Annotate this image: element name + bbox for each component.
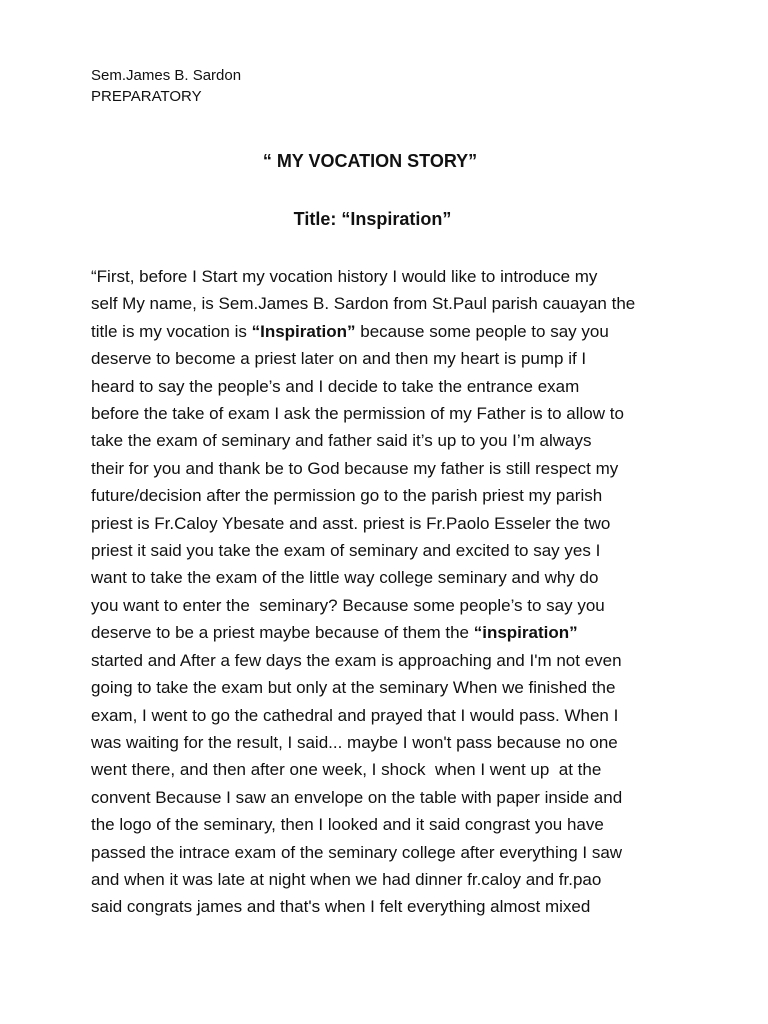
body-line: said congrats james and that's when I felt everything almost mixed [91,897,591,917]
emphasis-inspiration: “inspiration” [473,623,578,643]
body-line: exam, I went to go the cathedral and prayed that I would pass. When I [91,705,619,725]
emphasis-inspiration: “Inspiration” [251,321,356,341]
body-line: going to take the exam but only at the seminary When we finished the [91,678,616,698]
body-line: convent Because I saw an envelope on the table with paper inside and [91,787,623,807]
body-line: want to take the exam of the little way college seminary and why do [91,568,599,588]
body-line [91,318,691,345]
body-line: priest is Fr.Caloy Ybesate and asst. priest is Fr.Paolo Esseler the two [91,513,611,533]
body-line: was waiting for the result, I said... maybe I won't pass because no one [91,732,618,752]
body-line: priest it said you take the exam of seminary and excited to say yes I [91,541,601,561]
body-line: “First, before I Start my vocation history I would like to introduce my [91,267,598,286]
author-header [91,65,241,107]
body-line: passed the intrace exam of the seminary college after everything I saw [91,842,623,862]
body-line: take the exam of seminary and father said it’s up to you I’m always [91,431,592,451]
author-name: Sem.James B. Sardon [91,67,242,84]
body-line: you want to enter the seminary? Because some people’s to say you [91,595,605,615]
body-line: before the take of exam I ask the permission of my Father is to allow to [91,404,624,424]
body-line: went there, and then after one week, I shock when I went up at the [91,760,602,780]
body-text-segment: because some people to say you [355,321,609,341]
body-line: self My name, is Sem.James B. Sardon from St.Paul parish cauayan the [91,294,636,314]
body-line: future/decision after the permission go to the parish priest my parish [91,486,603,506]
body-paragraph [91,263,691,921]
body-line [91,619,691,646]
document-subtitle: Title: “Inspiration” [293,209,452,229]
body-line: and when it was late at night when we had dinner fr.caloy and fr.pao [91,869,602,889]
body-line: the logo of the seminary, then I looked and it said congrast you have [91,815,604,835]
body-text-segment: title is my vocation is [91,321,252,341]
body-line: deserve to become a priest later on and then my heart is pump if I [91,349,587,369]
body-text-segment: deserve to be a priest maybe because of them the [91,623,474,643]
body-line: their for you and thank be to God because my father is still respect my [91,458,619,478]
body-line: started and After a few days the exam is approaching and I'm not even [91,650,622,670]
document-title: “ MY VOCATION STORY” [262,151,478,171]
body-line: heard to say the people’s and I decide to take the entrance exam [91,376,580,396]
author-level: PREPARATORY [91,88,202,105]
